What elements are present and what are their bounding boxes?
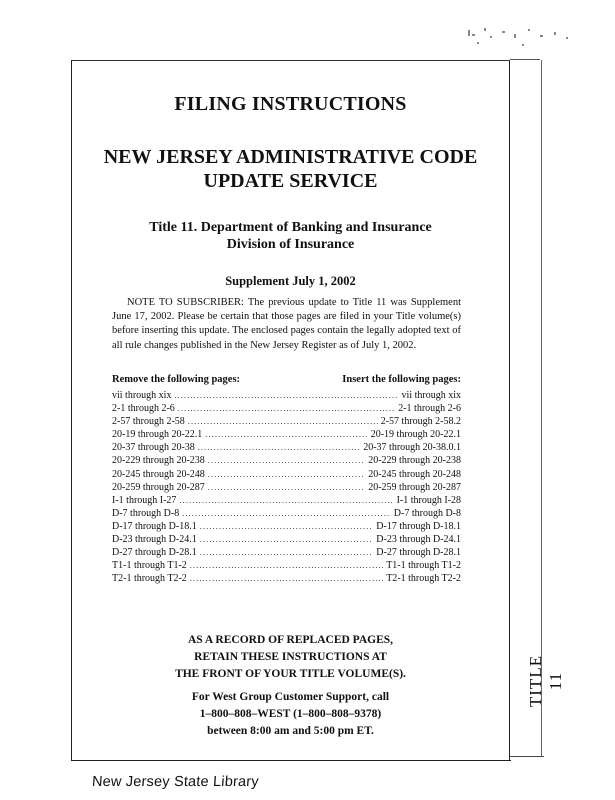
page-title: FILING INSTRUCTIONS bbox=[174, 93, 407, 115]
list-row bbox=[112, 520, 461, 533]
list-row bbox=[112, 389, 461, 402]
border-right bbox=[509, 60, 510, 760]
record-line2: RETAIN THESE INSTRUCTIONS AT bbox=[194, 651, 387, 663]
insert-pages: 20-245 through 20-248 bbox=[368, 468, 461, 480]
border-bottom-tab bbox=[510, 756, 544, 757]
support-hours: between 8:00 am and 5:00 pm ET. bbox=[207, 725, 374, 737]
list-row bbox=[112, 572, 461, 585]
insert-pages: 20-259 through 20-287 bbox=[368, 481, 461, 493]
insert-pages: vii through xix bbox=[401, 390, 461, 401]
code-title-line1: NEW JERSEY ADMINISTRATIVE CODE bbox=[103, 146, 478, 168]
department-line1: Title 11. Department of Banking and Insurance bbox=[149, 220, 432, 235]
remove-pages: D-27 through D-28.1 bbox=[112, 547, 197, 559]
page-list bbox=[112, 389, 461, 585]
remove-pages: 20-229 through 20-238 bbox=[112, 455, 205, 467]
remove-pages: D-7 through D-8 bbox=[112, 507, 180, 519]
list-row bbox=[112, 428, 461, 441]
insert-header: Insert the following pages: bbox=[342, 374, 461, 385]
list-row bbox=[112, 494, 461, 507]
list-row bbox=[112, 559, 461, 572]
insert-pages: D-7 through D-8 bbox=[393, 507, 461, 519]
remove-pages: 20-259 through 20-287 bbox=[112, 481, 205, 493]
remove-pages: 2-57 through 2-58 bbox=[112, 416, 185, 428]
remove-pages: D-17 through D-18.1 bbox=[112, 520, 197, 532]
remove-pages: T1-1 through T1-2 bbox=[112, 560, 187, 572]
title-tab-label: TITLE 11 bbox=[526, 654, 565, 708]
insert-pages: 2-1 through 2-6 bbox=[398, 403, 461, 415]
subscriber-note bbox=[112, 296, 461, 353]
insert-pages: 20-19 through 20-22.1 bbox=[370, 429, 461, 441]
support-line1: For West Group Customer Support, call bbox=[191, 691, 390, 703]
insert-pages: 20-37 through 20-38.0.1 bbox=[363, 442, 461, 454]
remove-pages: 20-37 through 20-38 bbox=[112, 442, 195, 454]
remove-pages: 2-1 through 2-6 bbox=[112, 403, 175, 415]
list-row bbox=[112, 507, 461, 520]
library-stamp: New Jersey State Library bbox=[91, 774, 260, 790]
record-line1: AS A RECORD OF REPLACED PAGES, bbox=[187, 634, 394, 646]
list-row bbox=[112, 546, 461, 559]
border-top bbox=[71, 60, 509, 61]
list-row bbox=[112, 415, 461, 428]
insert-pages: D-17 through D-18.1 bbox=[376, 520, 461, 532]
remove-pages: vii through xix bbox=[112, 390, 172, 401]
list-row bbox=[112, 533, 461, 546]
insert-pages: T1-1 through T1-2 bbox=[386, 560, 461, 572]
remove-pages: I-1 through I-27 bbox=[112, 494, 177, 506]
support-phone: 1–800–808–WEST (1–800–808–9378) bbox=[199, 708, 382, 720]
list-row bbox=[112, 481, 461, 494]
insert-pages: D-23 through D-24.1 bbox=[376, 534, 461, 546]
supplement-date: Supplement July 1, 2002 bbox=[225, 274, 356, 288]
list-row bbox=[112, 468, 461, 481]
subscriber-note-text: NOTE TO SUBSCRIBER: The previous update to Title 11 was Supplement June 17, 2002. Please be certain that those pages are filed in your Title volume(s) before inserting this update. The enclosed pages contain the legally adopted text of all rule changes published in the New Jersey Register as of July 1, 2002. bbox=[112, 297, 461, 351]
insert-pages: D-27 through D-28.1 bbox=[376, 547, 461, 559]
insert-pages: 2-57 through 2-58.2 bbox=[380, 416, 461, 428]
border-bottom bbox=[71, 760, 511, 761]
border-top-tab bbox=[510, 59, 540, 60]
insert-pages: 20-229 through 20-238 bbox=[368, 455, 461, 467]
insert-pages: I-1 through I-28 bbox=[396, 494, 461, 506]
list-header bbox=[112, 374, 461, 385]
list-row bbox=[112, 454, 461, 467]
scan-noise-marks bbox=[462, 22, 582, 52]
remove-pages: 20-245 through 20-248 bbox=[112, 468, 205, 480]
code-title-line2: UPDATE SERVICE bbox=[203, 170, 378, 192]
department-line2: Division of Insurance bbox=[226, 237, 355, 252]
record-line3: THE FRONT OF YOUR TITLE VOLUME(S). bbox=[175, 668, 406, 680]
list-row bbox=[112, 441, 461, 454]
remove-header: Remove the following pages: bbox=[112, 374, 241, 385]
insert-pages: T2-1 through T2-2 bbox=[386, 573, 461, 585]
remove-pages: D-23 through D-24.1 bbox=[112, 534, 197, 546]
list-row bbox=[112, 402, 461, 415]
remove-pages: 20-19 through 20-22.1 bbox=[112, 429, 203, 441]
remove-pages: T2-1 through T2-2 bbox=[112, 573, 187, 585]
